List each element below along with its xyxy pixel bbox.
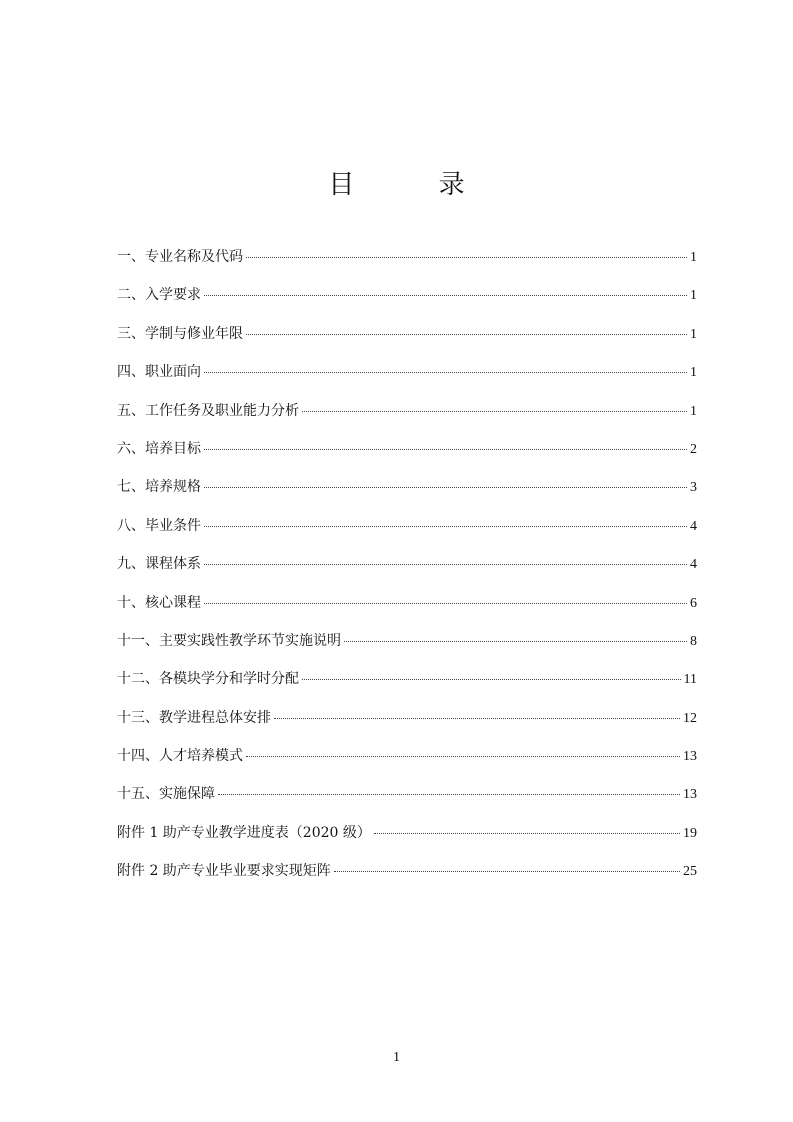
toc-leader-dots (204, 564, 687, 565)
toc-entry[interactable] (117, 705, 697, 743)
toc-leader-dots (334, 871, 680, 872)
toc-entry-label: 九、课程体系 (117, 556, 201, 573)
toc-entry-label: 六、培养目标 (117, 440, 201, 457)
toc-leader-dots (204, 449, 687, 450)
toc-entry[interactable] (117, 513, 697, 551)
toc-entry-label: 附件 1 助产专业教学进度表（2020 级） (117, 824, 371, 841)
toc-entry-label: 二、入学要求 (117, 287, 201, 304)
toc-leader-dots (302, 411, 687, 412)
toc-entry[interactable] (117, 551, 697, 589)
toc-entry[interactable] (117, 359, 697, 397)
toc-entry[interactable] (117, 321, 697, 359)
toc-leader-dots (204, 603, 687, 604)
toc-entry-label: 十二、各模块学分和学时分配 (117, 671, 299, 688)
toc-entry[interactable] (117, 666, 697, 704)
toc-entry-label: 十、核心课程 (117, 594, 201, 611)
toc-entry-page: 6 (690, 595, 697, 611)
toc-entry[interactable] (117, 436, 697, 474)
toc-entry-label: 四、职业面向 (117, 364, 201, 381)
toc-entry-page: 25 (683, 864, 697, 880)
toc-entry[interactable] (117, 244, 697, 282)
toc-entry-page: 2 (690, 441, 697, 457)
toc-leader-dots (204, 487, 687, 488)
toc-entry-label: 十三、教学进程总体安排 (117, 709, 271, 726)
toc-leader-dots (344, 641, 687, 642)
toc-entry-label: 三、学制与修业年限 (117, 325, 243, 342)
toc-entry-label: 八、毕业条件 (117, 517, 201, 534)
toc-leader-dots (204, 526, 687, 527)
toc-entry-label: 五、工作任务及职业能力分析 (117, 402, 299, 419)
toc-leader-dots (274, 718, 680, 719)
toc-leader-dots (246, 257, 687, 258)
toc-entry-page: 4 (690, 518, 697, 534)
toc-entry[interactable] (117, 282, 697, 320)
toc-entry-page: 1 (690, 250, 697, 265)
toc-entry-page: 1 (690, 326, 697, 342)
toc-leader-dots (302, 679, 681, 680)
toc-entry-page: 1 (690, 288, 697, 304)
toc-entry-label: 一、专业名称及代码 (117, 249, 243, 265)
toc-entry-label: 十四、人才培养模式 (117, 748, 243, 765)
toc-entry[interactable] (117, 858, 697, 896)
toc-entry-page: 12 (683, 710, 697, 726)
toc-leader-dots (374, 833, 680, 834)
toc-entry-page: 1 (690, 365, 697, 381)
toc-entry[interactable] (117, 398, 697, 436)
toc-entry[interactable] (117, 781, 697, 819)
toc-entry-label: 附件 2 助产专业毕业要求实现矩阵 (117, 863, 331, 880)
toc-entry-label: 十一、主要实践性教学环节实施说明 (117, 632, 341, 649)
toc-entry[interactable] (117, 820, 697, 858)
toc-entry-page: 11 (683, 672, 697, 688)
toc-entry[interactable] (117, 743, 697, 781)
toc-entry[interactable] (117, 474, 697, 512)
toc-entry-page: 3 (690, 480, 697, 496)
table-of-contents (117, 244, 697, 897)
toc-entry-page: 8 (690, 633, 697, 649)
toc-entry-page: 4 (690, 557, 697, 573)
page-title: 目 录 (328, 170, 503, 200)
toc-entry[interactable] (117, 590, 697, 628)
page-number: 1 (393, 1050, 400, 1065)
toc-entry-page: 19 (683, 825, 697, 841)
toc-leader-dots (204, 295, 687, 296)
toc-leader-dots (246, 334, 687, 335)
toc-leader-dots (204, 372, 687, 373)
toc-entry-page: 13 (683, 749, 697, 765)
toc-entry[interactable] (117, 628, 697, 666)
toc-entry-page: 1 (690, 403, 697, 419)
toc-entry-page: 13 (683, 787, 697, 803)
toc-leader-dots (246, 756, 680, 757)
toc-leader-dots (218, 794, 680, 795)
toc-entry-label: 七、培养规格 (117, 479, 201, 496)
toc-entry-label: 十五、实施保障 (117, 786, 215, 803)
